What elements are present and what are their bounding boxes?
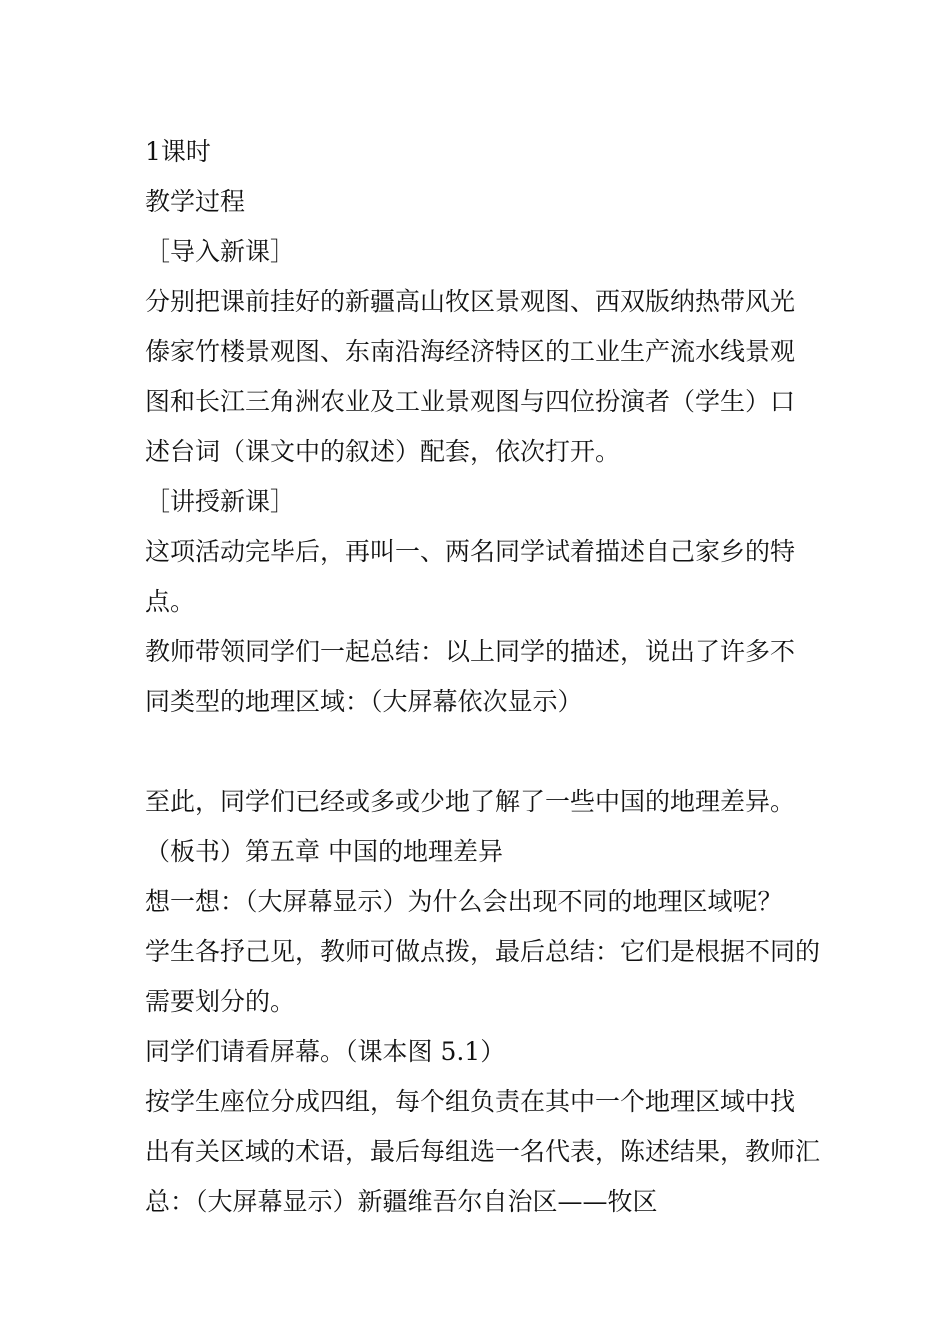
paragraph-line: 同类型的地理区域：（大屏幕依次显示） [145, 687, 583, 716]
subheading-introduction: ［导入新课］ [145, 237, 296, 266]
paragraph-line: 教师带领同学们一起总结：以上同学的描述，说出了许多不 [145, 637, 796, 666]
paragraph-line: 傣家竹楼景观图、东南沿海经济特区的工业生产流水线景观 [145, 337, 796, 366]
blackboard-note: （板书）第五章 中国的地理差异 [145, 837, 503, 866]
document-body [145, 127, 821, 1227]
paragraph-line: 分别把课前挂好的新疆高山牧区景观图、西双版纳热带风光 [145, 287, 796, 316]
paragraph-line: 按学生座位分成四组，每个组负责在其中一个地理区域中找 [145, 1087, 796, 1116]
paragraph-line: 述台词（课文中的叙述）配套，依次打开。 [145, 437, 621, 466]
paragraph-line: 想一想：（大屏幕显示）为什么会出现不同的地理区域呢？ [145, 887, 783, 916]
paragraph-line: 至此，同学们已经或多或少地了解了一些中国的地理差异。 [145, 787, 796, 816]
paragraph-line: 学生各抒己见，教师可做点拨，最后总结：它们是根据不同的 [145, 937, 821, 966]
paragraph-line: 总：（大屏幕显示）新疆维吾尔自治区——牧区 [145, 1187, 658, 1216]
paragraph-line: 同学们请看屏幕。（课本图 5.1） [145, 1037, 506, 1066]
paragraph-line: 需要划分的。 [145, 987, 296, 1016]
blank-line [145, 727, 815, 777]
paragraph-line: 出有关区域的术语，最后每组选一名代表，陈述结果，教师汇 [145, 1137, 821, 1166]
paragraph-line: 这项活动完毕后，再叫一、两名同学试着描述自己家乡的特 [145, 537, 796, 566]
subheading-new-lesson: ［讲授新课］ [145, 487, 296, 516]
section-heading-teaching-process: 教学过程 [145, 187, 246, 216]
paragraph-line: 图和长江三角洲农业及工业景观图与四位扮演者（学生）口 [145, 387, 796, 416]
lesson-duration: 1课时 [145, 137, 211, 166]
paragraph-line: 点。 [145, 587, 196, 616]
